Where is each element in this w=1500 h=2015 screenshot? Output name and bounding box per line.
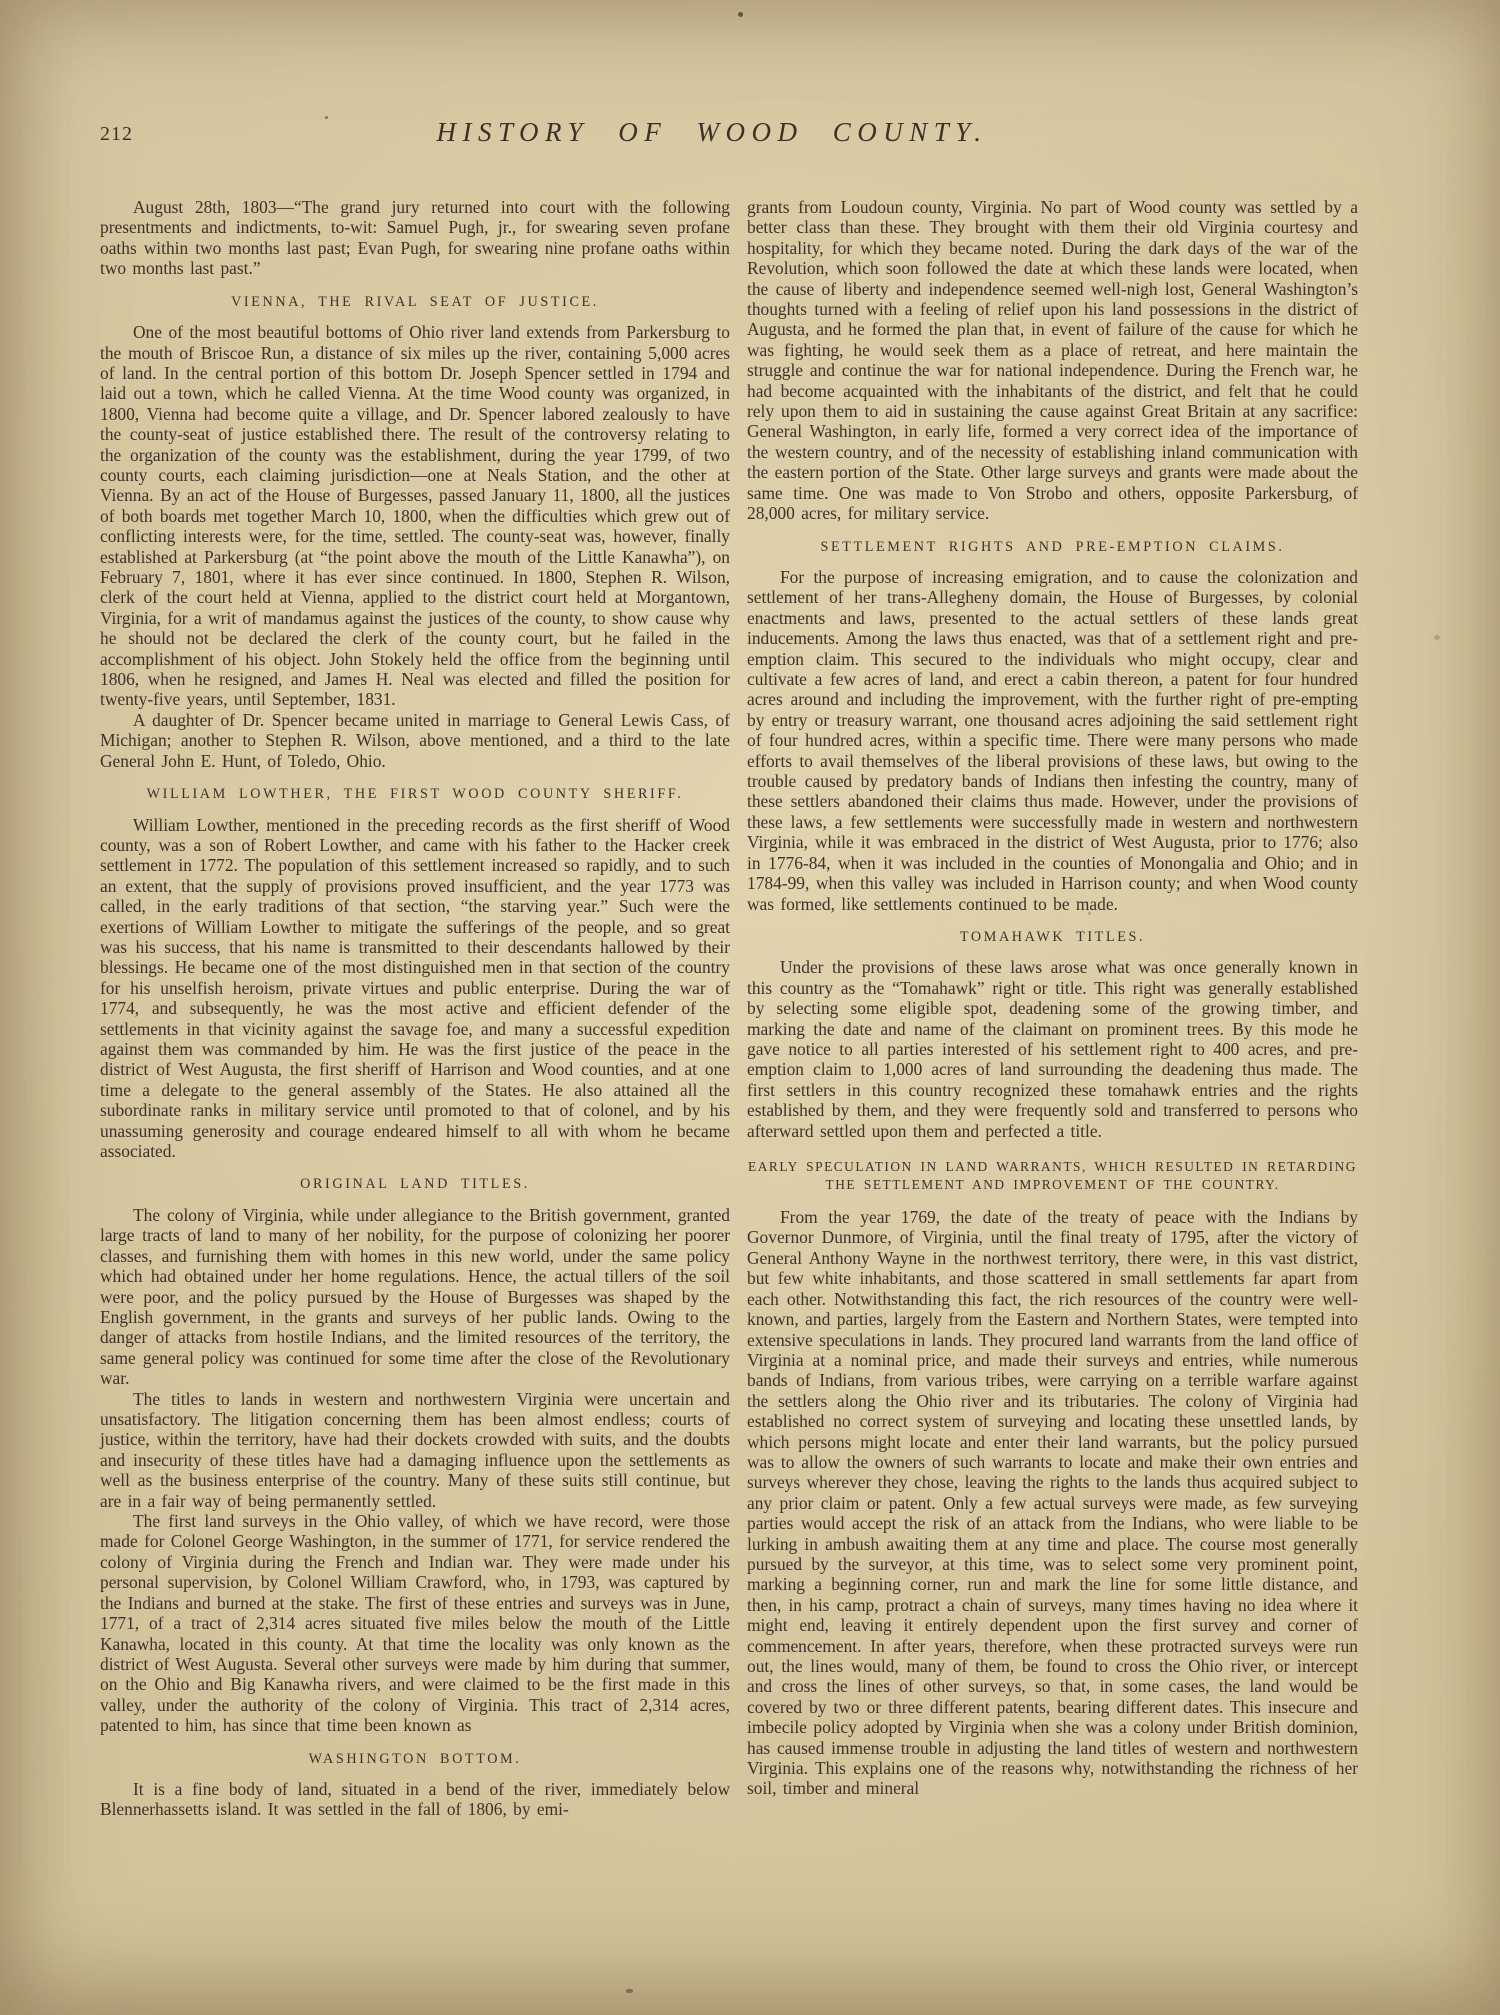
paragraph: August 28th, 1803—“The grand jury returned into court with the following presentments and indictments, to-wit: Samuel Pugh, jr., for swearing seven profane oaths within two months last past; Evan Pugh, for swearing nine profane oaths within two months last past.” (100, 197, 730, 279)
ink-speck (1434, 635, 1440, 640)
section-heading: TOMAHAWK TITLES. (959, 928, 1146, 945)
ink-speck (738, 12, 743, 17)
paragraph: For the purpose of increasing emigration, and to cause the colonization and settlement of her trans-Allegheny domain, the House of Burgesses, by colonial enactments and laws, presented to the actual settlers of these lands great inducements. Among the laws thus enacted, was that of a settlement right and pre-emption claim. This secured to the individuals who might occupy, clear and cultivate a few acres of land, and erect a cabin thereon, a patent for four hundred acres around and including the improvement, with the further right of pre-empting by entry or treasury warrant, one thousand acres adjoining the said settlement right of four hundred acres, within a specific time. There were many persons who made efforts to avail themselves of the liberal provisions of these laws, but owing to the trouble caused by predatory bands of Indians then infesting the country, many of these settlers abandoned their claims thus made. However, under the provisions of these laws, a few settlements were successfully made in western and northwestern Virginia, while it was embraced in the district of West Augusta, prior to 1776; also in 1776-84, when it was included in the counties of Monongalia and Ohio; and in 1784-99, when this valley was included in Harrison county; and when Wood county was formed, like settlements continued to be made. (747, 567, 1358, 914)
paragraph: The titles to lands in western and northwestern Virginia were uncertain and unsatisfactory. The litigation concerning them has been almost endless; courts of justice, within the territory, have had their dockets crowded with suits, and the doubts and insecurity of these titles have had a damaging influence upon the settlements as well as the business enterprise of the country. Many of these suits still continue, but are in a fair way of being permanently settled. (100, 1388, 730, 1511)
paragraph: From the year 1769, the date of the treaty of peace with the Indians by Governor Dunmore, of Virginia, until the final treaty of 1795, after the victory of General Anthony Wayne in the northwest territory, there were, in this vast district, but few white inhabitants, and those scattered in small settlements far apart from each other. Notwithstanding this fact, the rich resources of the country were well-known, and parties, largely from the Eastern and Northern States, were tempted into extensive speculations in lands. They procured land warrants from the land office of Virginia at a nominal price, and made their surveys and entries, while numerous bands of Indians, from various tribes, were carrying on a terrible warfare against the settlers along the Ohio river and its tributaries. The colony of Virginia had established no correct system of surveying and locating these unsettled lands, by which persons might locate and enter their land warrants, but the policy pursued was to allow the owners of such warrants to locate and make their own entries and surveys wherever they chose, leaving the rights to the lands thus acquired subject to any prior claim or patent. Only a few actual surveys were made, as few surveying parties would accept the risk of an attack from the Indians, who were liable to be lurking in ambush awaiting them at any time and place. The course most generally pursued by the surveyor, at this time, was to select some very prominent point, marking a beginning corner, run and mark the line for some little distance, and then, in his camp, protract a chain of surveys, many times having no idea where it might end, leaving it entirely dependent upon the first survey and corner of commencement. In after years, therefore, when these protracted surveys were run out, the lines would, many of them, be found to cross the Ohio river, or intercept and cross the lines of other surveys, so that, in some cases, the land would be covered by two or three different patents, bearing different dates. This insecure and imbecile policy adopted by Virginia when she was a colony under British dominion, has caused immense trouble in adjusting the land titles of western and northwestern Virginia. This explains one of the reasons why, notwithstanding the richness of her soil, timber and mineral (747, 1207, 1358, 1799)
paragraph: The colony of Virginia, while under allegiance to the British government, granted large tracts of land to many of her nobility, for the purpose of colonizing her poorer classes, and furnishing them with homes in this new world, under the same policy which had obtained under her home regulations. Hence, the actual tillers of the soil were poor, and the policy pursued by the House of Burgesses was shaped by the English government, in the grants and surveys of her public lands. Owing to the danger of attacks from hostile Indians, and the limited resources of the territory, the same general policy was continued for some time after the close of the Revolutionary war. (100, 1204, 730, 1389)
column-right (747, 197, 1358, 1799)
paragraph: The first land surveys in the Ohio valley, of which we have record, were those made for Colonel George Washington, in the summer of 1771, for service rendered the colony of Virginia during the French and Indian war. They were made under his personal supervision, by Colonel William Crawford, who, in 1793, was captured by the Indians and burned at the stake. The first of these entries and surveys was in June, 1771, of a tract of 2,314 acres situated five miles below the mouth of the Little Kanawha, located in this county. At that time the locality was only known as the district of West Augusta. Several other surveys were made by him during that summer, on the Ohio and Big Kanawha rivers, and were claimed to be the first made in this valley, under the authority of the colony of Virginia. This tract of 2,314 acres, patented to him, has since that time been known as (100, 1511, 730, 1736)
ink-speck (626, 1989, 633, 1993)
section-heading: WASHINGTON BOTTOM. (308, 1750, 522, 1767)
ink-speck (325, 116, 328, 119)
section-heading: VIENNA, THE RIVAL SEAT OF JUSTICE. (231, 293, 599, 310)
section-heading: WILLIAM LOWTHER, THE FIRST WOOD COUNTY SHERIFF. (146, 786, 684, 803)
paragraph: Under the provisions of these laws arose what was once generally known in this country as the “Tomahawk” right or title. This right was generally established by selecting some eligible spot, deadening some of the growing timber, and marking the date and name of the claimant on prominent trees. By this mode he gave notice to all parties interested of his settlement right to 400 acres, and pre-emption claim to 1,000 acres of land surrounding the deadening thus made. The first settlers in this country recognized these tomahawk entries and the rights established by them, and they were frequently sold and transferred to persons who afterward settled upon them and perfected a title. (747, 957, 1358, 1141)
paragraph: grants from Loudoun county, Virginia. No part of Wood county was settled by a better class than these. They brought with them their old Virginia courtesy and hospitality, for which they became noted. During the dark days of the war of the Revolution, which soon followed the date at which these lands were located, when the cause of liberty and independence seemed well-nigh lost, General Washington’s thoughts turned with a feeling of relief upon his land possessions in the district of Augusta, and he formed the plan that, in event of failure of the cause for which he was fighting, he would seek them as a place of retreat, and here maintain the struggle and continue the war for national independence. During the French war, he had become acquainted with the inhabitants of the district, and felt that he could rely upon them to aid in sustaining the cause against Great Britain at any sacrifice: General Washington, in early life, formed a very correct idea of the importance of the western country, and of the necessity of establishing inland communication with the eastern portion of the State. Other large surveys and grants were made about the same time. One was made to Von Strobo and others, opposite Parkersburg, of 28,000 acres, for military service. (747, 197, 1358, 524)
paragraph: It is a fine body of land, situated in a bend of the river, immediately below Blennerhassetts island. It was settled in the fall of 1806, by emi- (100, 1779, 730, 1820)
page-title: HISTORY OF WOOD COUNTY. (436, 117, 988, 147)
section-heading: ORIGINAL LAND TITLES. (300, 1176, 530, 1193)
section-heading: SETTLEMENT RIGHTS AND PRE-EMPTION CLAIMS. (820, 538, 1285, 555)
section-heading: EARLY SPECULATION IN LAND WARRANTS, WHICH RESULTED IN RETARDING THE SETTLEMENT AND IMPROVEMENT OF THE COUNTRY. (748, 1159, 1357, 1193)
paragraph: A daughter of Dr. Spencer became united in marriage to General Lewis Cass, of Michigan; another to Stephen R. Wilson, above mentioned, and a third to the late General John E. Hunt, of Toledo, Ohio. (100, 709, 730, 771)
column-left (100, 197, 730, 1820)
page-number: 212 (100, 123, 133, 145)
paragraph: William Lowther, mentioned in the preceding records as the first sheriff of Wood county, was a son of Robert Lowther, and came with his father to the Hacker creek settlement in 1772. The population of this settlement increased so rapidly, and to such an extent, that the supply of provisions proved insufficient, and the year 1773 was called, in the early traditions of that section, “the starving year.” Such were the exertions of William Lowther to mitigate the sufferings of the people, and so great was his success, that his name is transmitted to their descendants hallowed by their blessings. He became one of the most distinguished men in that section of the country for his unselfish heroism, private virtues and public enterprise. During the war of 1774, and subsequently, he was the most active and efficient defender of the settlements in that vicinity against the savage foe, and many a successful expedition against them was commanded by him. He was the first justice of the peace in the district of West Augusta, the first sheriff of Harrison and Wood counties, and at one time a delegate to the general assembly of the States. He also attained all the subordinate ranks in military service until promoted to that of colonel, and by his unassuming generosity and courage endeared himself to all with whom he became associated. (100, 814, 730, 1162)
paragraph: One of the most beautiful bottoms of Ohio river land extends from Parkersburg to the mouth of Briscoe Run, a distance of six miles up the river, containing 5,000 acres of land. In the central portion of this bottom Dr. Joseph Spencer settled in 1794 and laid out a town, which he called Vienna. At the time Wood county was organized, in 1800, Vienna had become quite a village, and Dr. Spencer labored zealously to have the county-seat of justice established there. The result of the controversy relating to the organization of the county was the establishment, during the year 1799, of two county courts, each claiming jurisdiction—one at Neals Station, and the other at Vienna. By an act of the House of Burgesses, passed January 11, 1800, all the justices of both boards met together March 10, 1800, when the difficulties which grew out of conflicting interests were, for the time, settled. The county-seat was, however, finally established at Parkersburg (at “the point above the mouth of the Little Kanawha”), on February 7, 1801, where it has ever since continued. In 1800, Stephen R. Wilson, clerk of the court held at Vienna, applied to the district court held at Morgantown, Virginia, for a writ of mandamus against the justices of the county, to show cause why he should not be declared the clerk of the county court, but he failed in the accomplishment of his object. John Stokely held the office from the beginning until 1806, when he resigned, and James H. Neal was elected and filled the position for twenty-five years, until September, 1831. (100, 322, 730, 710)
